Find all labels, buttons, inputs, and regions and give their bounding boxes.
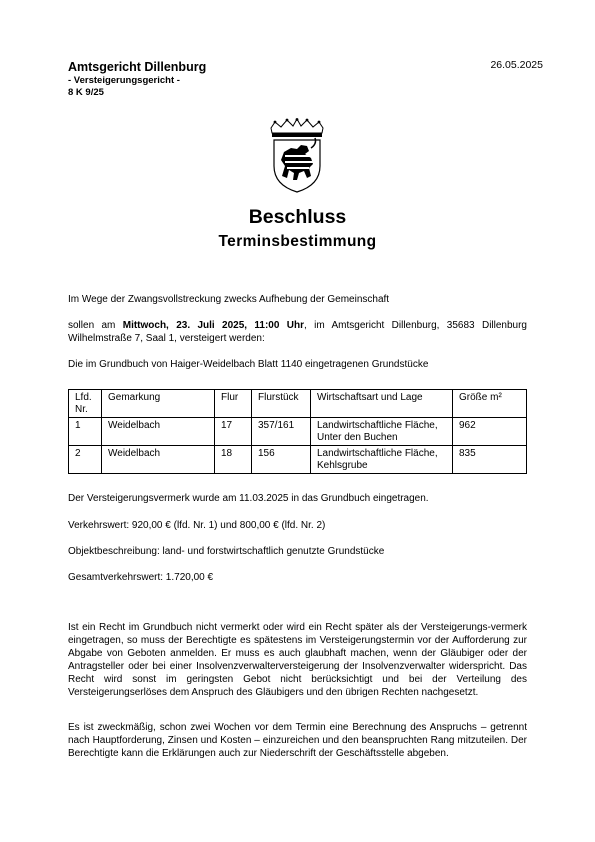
auction-prefix: sollen am	[68, 320, 123, 331]
cell-art: Landwirtschaftliche Fläche, Unter den Buchen	[311, 418, 453, 446]
cell-gemarkung: Weidelbach	[102, 446, 215, 474]
plots-intro: Die im Grundbuch von Haiger-Weidelbach Blatt 1140 eingetragenen Grundstücke	[68, 359, 429, 370]
table-header-row	[69, 390, 527, 418]
market-value-text: Verkehrswert: 920,00 € (lfd. Nr. 1) und 800,00 € (lfd. Nr. 2)	[68, 520, 326, 531]
cell-groesse: 835	[453, 446, 527, 474]
header-lfd: Lfd. Nr.	[69, 390, 102, 418]
registration-text: Der Versteigerungsvermerk wurde am 11.03.2025 in das Grundbuch eingetragen.	[68, 493, 429, 504]
cell-flurstueck: 357/161	[252, 418, 311, 446]
plots-table	[68, 389, 527, 474]
auction-date: Mittwoch, 23. Juli 2025, 11:00 Uhr	[122, 320, 305, 331]
table-row	[69, 446, 527, 474]
document-date: 26.05.2025	[490, 59, 543, 71]
header-flur: Flur	[215, 390, 252, 418]
notice-paragraph-2: Es ist zweckmäßig, schon zwei Wochen vor dem Termin eine Berechnung des Anspruchs – getrennt nach Hauptforderung, Zinsen und Kosten – einzureichen und den beanspruchten Rang mitzuteilen. Der Berechtigte kann die Erklärungen auch zur Niederschrift der Geschäftsstelle abgeben.	[68, 722, 527, 759]
cell-gemarkung: Weidelbach	[102, 418, 215, 446]
auction-paragraph	[68, 319, 527, 345]
description-text: Objektbeschreibung: land- und forstwirtschaftlich genutzte Grundstücke	[68, 546, 385, 557]
cell-flurstueck: 156	[252, 446, 311, 474]
court-header	[68, 60, 206, 99]
court-department: - Versteigerungsgericht -	[68, 75, 180, 86]
header-flurstueck: Flurstück	[252, 390, 311, 418]
total-value-text: Gesamtverkehrswert: 1.720,00 €	[68, 572, 214, 583]
auction-suffix: , im Amtsgericht Dillenburg, 35683 Dillenburg Wilhelmstraße 7, Saal 1, versteigert werden:	[68, 320, 527, 344]
cell-flur: 18	[215, 446, 252, 474]
table-row	[69, 418, 527, 446]
cell-lfd: 2	[69, 446, 102, 474]
cell-lfd: 1	[69, 418, 102, 446]
header-groesse: Größe m²	[453, 390, 527, 418]
header-art: Wirtschaftsart und Lage	[311, 390, 453, 418]
title-sub: Terminsbestimmung	[218, 233, 377, 250]
file-number: 8 K 9/25	[68, 87, 104, 98]
cell-groesse: 962	[453, 418, 527, 446]
title-main: Beschluss	[248, 206, 347, 228]
intro-text: Im Wege der Zwangsvollstreckung zwecks Aufhebung der Gemeinschaft	[68, 294, 390, 305]
cell-flur: 17	[215, 418, 252, 446]
court-name: Amtsgericht Dillenburg	[68, 60, 207, 74]
hesse-coat-of-arms-icon	[267, 118, 327, 194]
header-gemarkung: Gemarkung	[102, 390, 215, 418]
cell-art: Landwirtschaftliche Fläche, Kehlsgrube	[311, 446, 453, 474]
notice-paragraph-1: Ist ein Recht im Grundbuch nicht vermerkt oder wird ein Recht später als der Versteigerungs-vermerk eingetragen, so muss der Berechtigte es spätestens im Versteigerungstermin vor der Aufforderung zur Abgabe von Geboten anmelden. Er muss es auch glaubhaft machen, wenn der Gläubiger oder der Antragsteller oder bei einer Insolvenzverwalterversteigerung der Insolvenzverwalter widerspricht. Das Recht wird sonst im geringsten Gebot nicht berücksichtigt und bei der Verteilung des Versteigerungserlöses dem Anspruch des Gläubigers und den übrigen Rechten nachgesetzt.	[68, 622, 527, 698]
